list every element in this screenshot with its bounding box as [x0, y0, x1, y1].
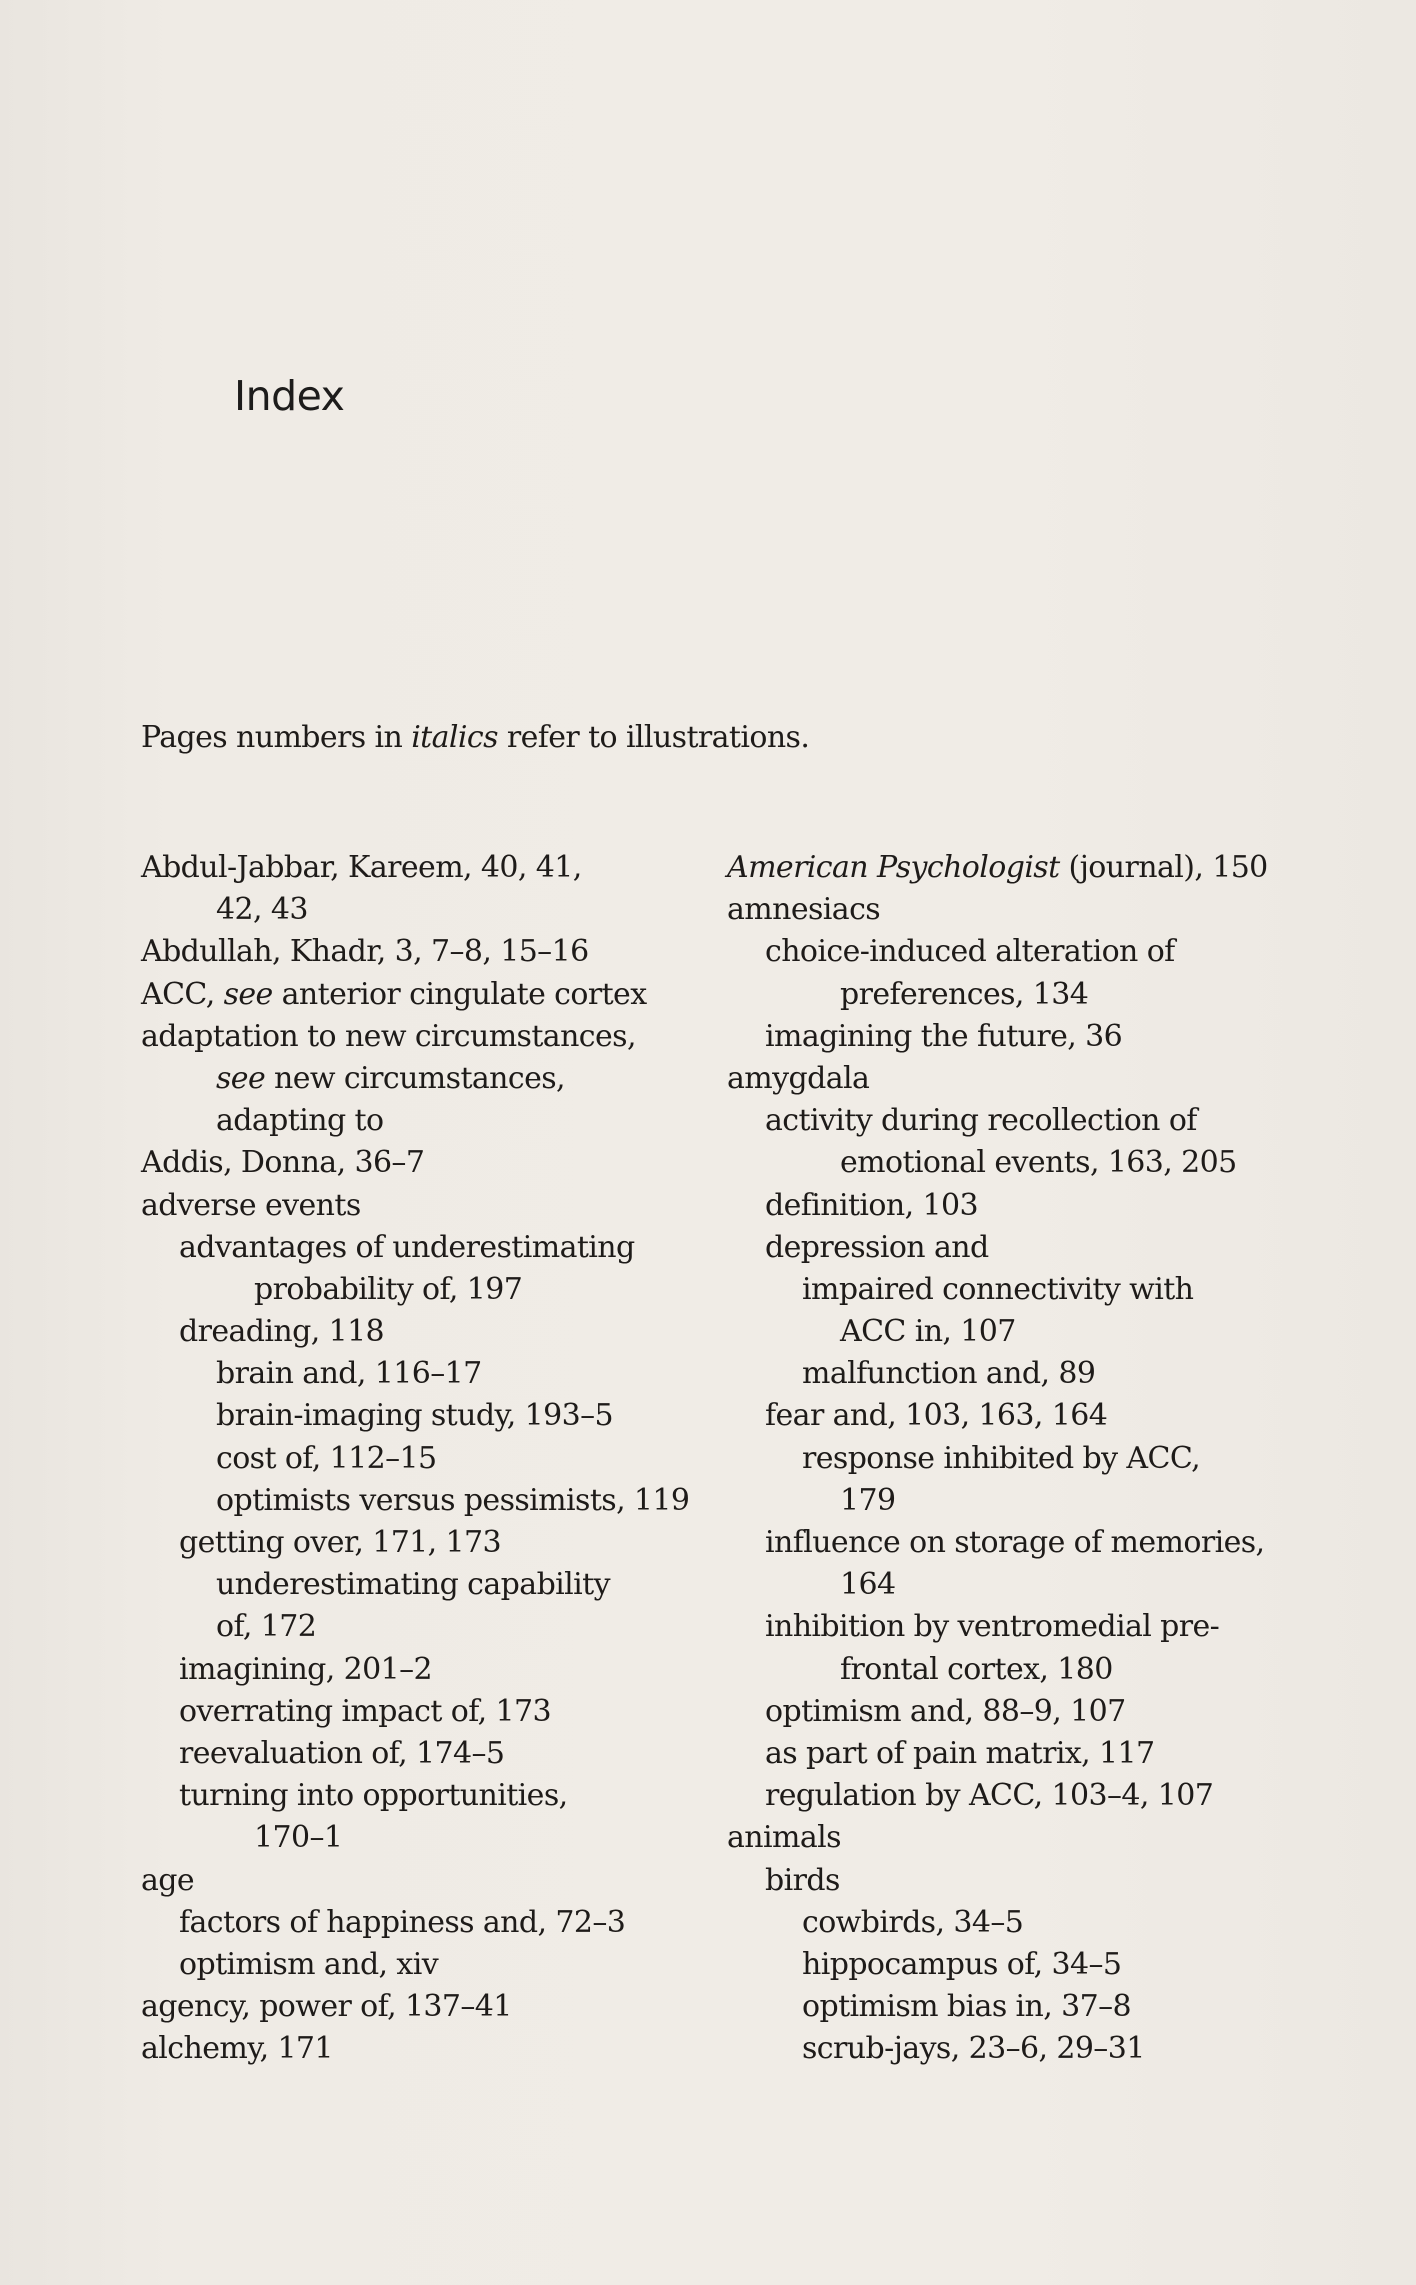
index-entry: cost of, 112–15 — [216, 1440, 437, 1476]
entry-italic-text: see — [223, 976, 273, 1012]
entry-text: ACC, — [141, 976, 224, 1012]
index-entry: optimism bias in, 37–8 — [802, 1989, 1132, 2025]
index-entry: 42, 43 — [216, 892, 308, 928]
index-note — [141, 716, 809, 760]
entry-italic-text: see — [216, 1060, 266, 1096]
index-entry: hippocampus of, 34–5 — [802, 1946, 1122, 1982]
index-entry: malfunction and, 89 — [802, 1356, 1096, 1392]
index-entry: activity during recollection of — [765, 1103, 1197, 1139]
index-entry: adapting to — [216, 1103, 384, 1139]
index-entry: amygdala — [727, 1060, 870, 1096]
index-entry: adaptation to new circumstances, — [141, 1018, 636, 1054]
index-entry — [727, 847, 1268, 889]
index-entry: Abdullah, Khadr, 3, 7–8, 15–16 — [141, 934, 589, 970]
index-entry: influence on storage of memories, — [765, 1525, 1265, 1560]
index-entry: of, 172 — [216, 1609, 317, 1645]
entry-text: anterior cingulate cortex — [272, 976, 647, 1012]
index-entry: optimism and, 88–9, 107 — [765, 1693, 1126, 1729]
index-entry: response inhibited by ACC, — [802, 1440, 1201, 1476]
index-entry: frontal cortex, 180 — [840, 1651, 1113, 1687]
index-entry: adverse events — [141, 1187, 361, 1223]
index-entry: amnesiacs — [727, 892, 881, 928]
index-entry: choice-induced alteration of — [765, 934, 1175, 970]
index-entry: preferences, 134 — [840, 976, 1089, 1012]
index-entry: optimism and, xiv — [179, 1946, 439, 1982]
index-entry: dreading, 118 — [179, 1314, 385, 1350]
index-entry: optimists versus pessimists, 119 — [216, 1482, 690, 1518]
index-entry: probability of, 197 — [254, 1271, 523, 1307]
note-text-after: refer to illustrations. — [497, 720, 810, 755]
index-entry: 179 — [840, 1482, 896, 1518]
index-entry: fear and, 103, 163, 164 — [765, 1398, 1108, 1434]
index-entry: turning into opportunities, — [179, 1778, 568, 1814]
index-entry: brain-imaging study, 193–5 — [216, 1398, 614, 1434]
index-entry: age — [141, 1862, 195, 1898]
index-entry: Addis, Donna, 36–7 — [141, 1145, 425, 1181]
index-entry: ACC in, 107 — [840, 1314, 1016, 1350]
index-entry: alchemy, 171 — [141, 2031, 333, 2067]
index-entry: overrating impact of, 173 — [179, 1693, 551, 1729]
index-entry: definition, 103 — [765, 1187, 978, 1223]
index-entry: imagining, 201–2 — [179, 1651, 432, 1687]
index-entry: imagining the future, 36 — [765, 1018, 1123, 1054]
index-entry: 164 — [840, 1567, 896, 1603]
entry-text: new circumstances, — [265, 1060, 565, 1096]
index-entry: underestimating capability — [216, 1567, 610, 1603]
index-entry: impaired connectivity with — [802, 1271, 1194, 1307]
note-italic-text: italics — [411, 720, 498, 755]
index-entry — [141, 974, 689, 1016]
entry-italic-text: American Psychologist — [727, 850, 1060, 885]
index-entry: regulation by ACC, 103–4, 107 — [765, 1778, 1214, 1814]
index-entry: animals — [727, 1820, 841, 1856]
index-entry: 170–1 — [254, 1820, 343, 1856]
entry-text: (journal), 150 — [1059, 850, 1268, 885]
index-column-left — [141, 847, 689, 2070]
index-entry: scrub-jays, 23–6, 29–31 — [802, 2031, 1145, 2067]
index-entry: inhibition by ventromedial pre- — [765, 1609, 1220, 1645]
index-entry: Abdul-Jabbar, Kareem, 40, 41, — [141, 850, 582, 885]
index-entry: emotional events, 163, 205 — [840, 1145, 1237, 1181]
index-entry — [141, 1058, 689, 1100]
index-entry: reevaluation of, 174–5 — [179, 1735, 505, 1771]
index-entry: cowbirds, 34–5 — [802, 1904, 1024, 1940]
index-entry: advantages of underestimating — [179, 1229, 635, 1265]
index-entry: agency, power of, 137–41 — [141, 1989, 512, 2025]
index-entry: factors of happiness and, 72–3 — [179, 1904, 626, 1940]
note-text-before: Pages numbers in — [141, 720, 412, 755]
index-column-right — [727, 847, 1268, 2070]
index-entry: depression and — [765, 1229, 989, 1265]
page-title: Index — [234, 372, 345, 420]
index-entry: getting over, 171, 173 — [179, 1525, 502, 1560]
index-entry: birds — [765, 1862, 840, 1898]
index-entry: brain and, 116–17 — [216, 1356, 482, 1392]
index-entry: as part of pain matrix, 117 — [765, 1735, 1155, 1771]
